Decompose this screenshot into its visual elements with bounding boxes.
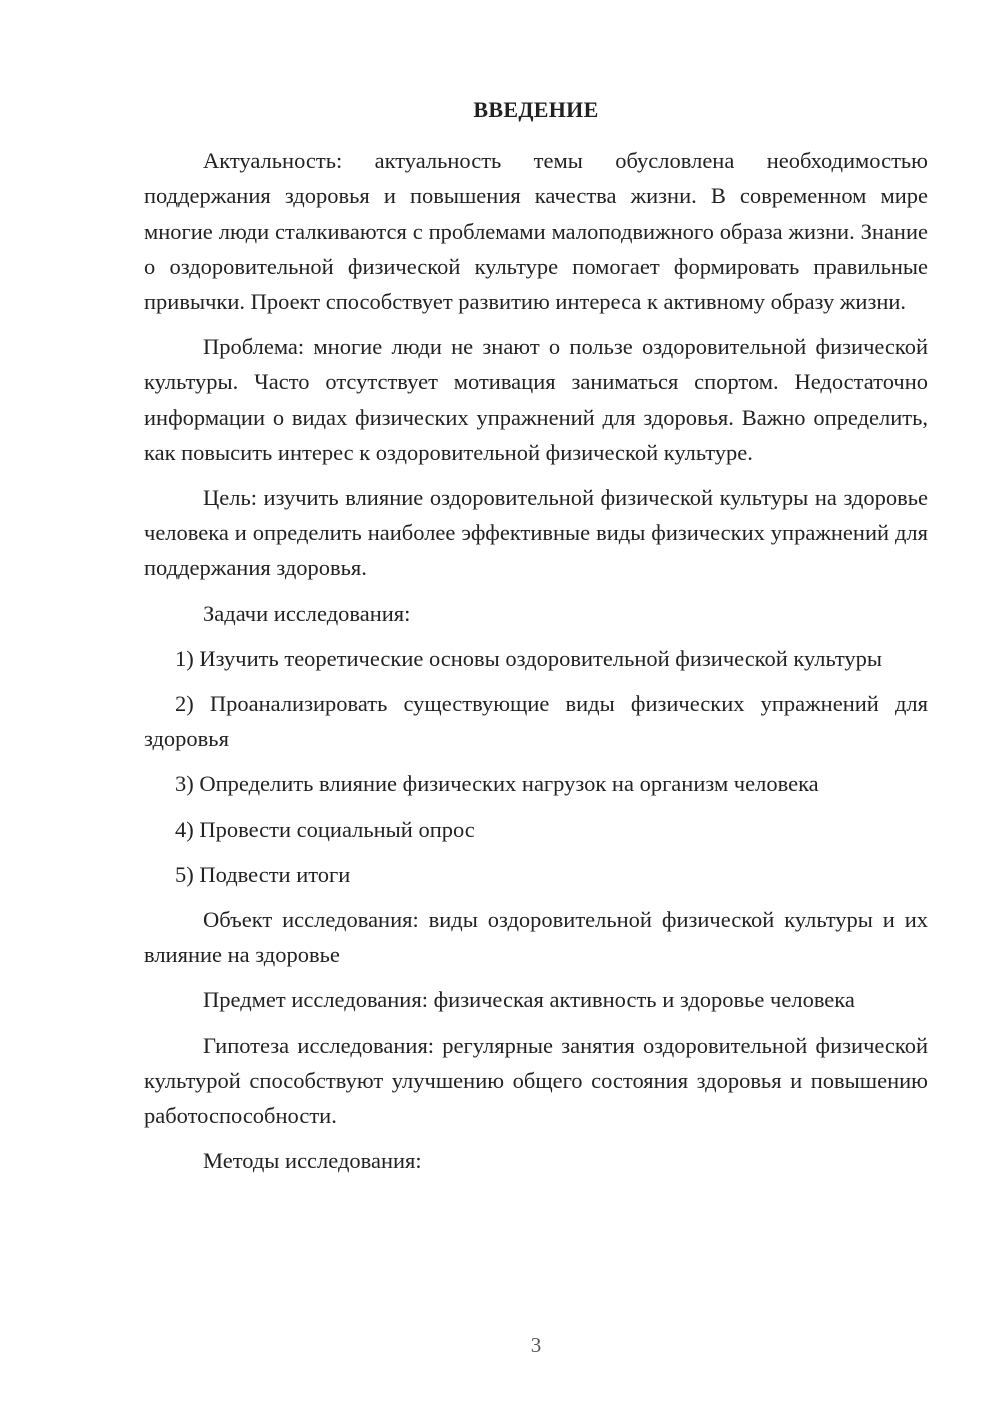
goal-paragraph: Цель: изучить влияние оздоровительной физической культуры на здоровье человека и определить наиболее эффективные виды физических упражнений для поддержания здоровья.: [144, 485, 928, 581]
section-title: ВВЕДЕНИЕ: [473, 97, 599, 122]
task-item: 5) Подвести итоги: [175, 861, 351, 887]
document-page: [144, 92, 928, 1188]
methods-heading: Методы исследования:: [203, 1148, 422, 1174]
page-number: 3: [530, 1333, 542, 1357]
task-item: 2) Проанализировать существующие виды физических упражнений для здоровья: [144, 691, 928, 752]
problem-paragraph: Проблема: многие люди не знают о пользе оздоровительной физической культуры. Часто отсутствует мотивация заниматься спортом. Недостаточно информации о видах физических упражнений для здоровья. Важно определить, как повысить интерес к оздоровительной физической культуре.: [144, 334, 928, 465]
tasks-heading: Задачи исследования:: [203, 600, 411, 626]
relevance-paragraph: Актуальность: актуальность темы обусловлена необходимостью поддержания здоровья и повышения качества жизни. В современном мире многие люди сталкиваются с проблемами малоподвижного образа жизни. Знание о оздоровительной физической культуре помогает формировать правильные привычки. Проект способствует развитию интереса к активному образу жизни.: [144, 148, 928, 315]
subject-paragraph: Предмет исследования: физическая активность и здоровье человека: [203, 987, 855, 1013]
task-item: 4) Провести социальный опрос: [175, 816, 475, 842]
task-item: 3) Определить влияние физических нагрузок на организм человека: [175, 771, 819, 797]
task-item: 1) Изучить теоретические основы оздоровительной физической культуры: [175, 645, 883, 671]
hypothesis-paragraph: Гипотеза исследования: регулярные занятия оздоровительной физической культурой способствуют улучшению общего состояния здоровья и повышению работоспособности.: [144, 1032, 928, 1129]
object-paragraph: Объект исследования: виды оздоровительной физической культуры и их влияние на здоровье: [144, 907, 928, 968]
